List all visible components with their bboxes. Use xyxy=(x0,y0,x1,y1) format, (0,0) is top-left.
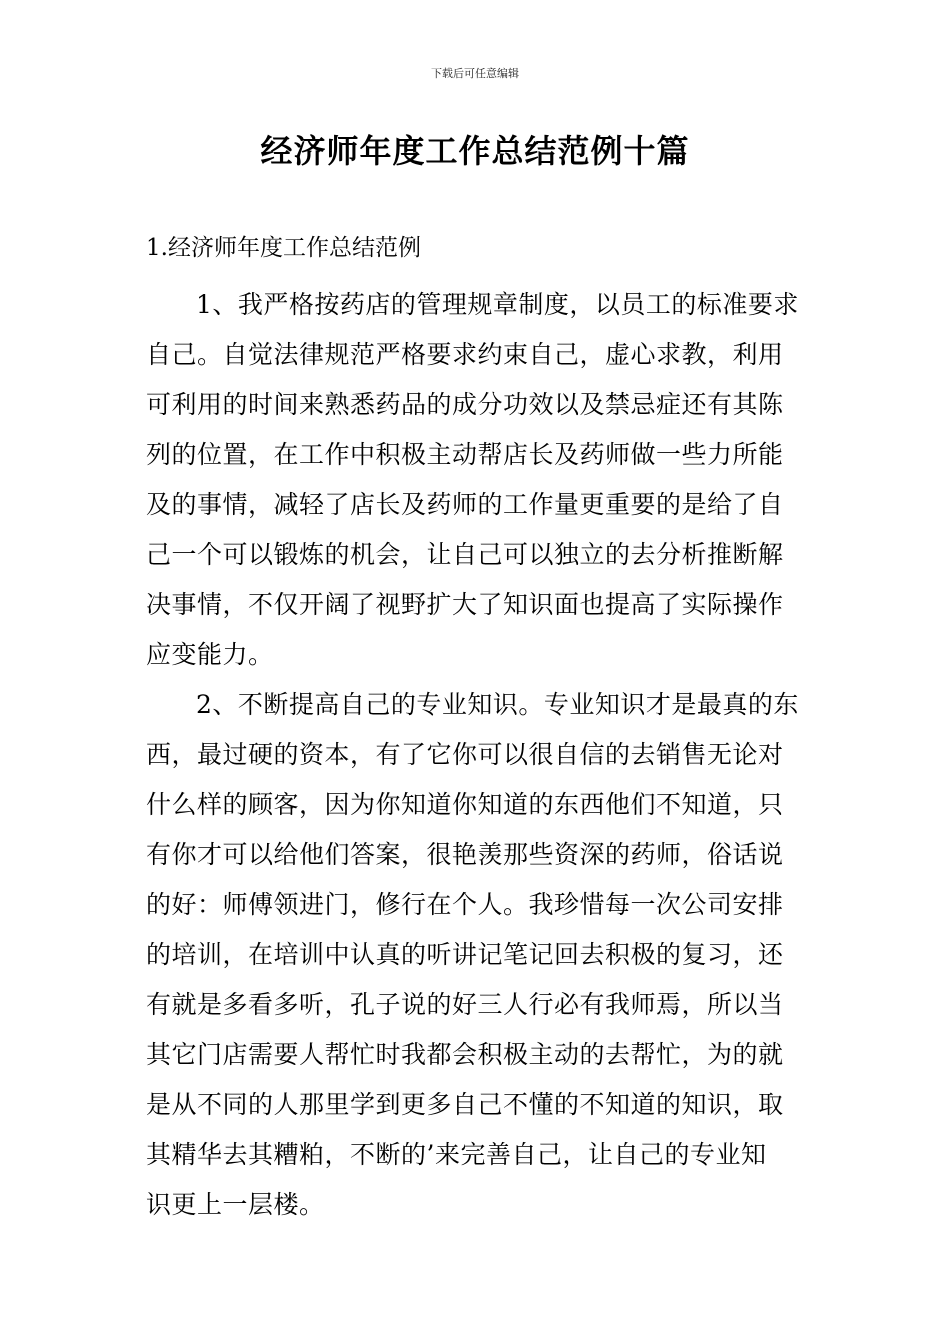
paragraph-1-line: 应变能力。 xyxy=(146,640,274,669)
paragraph-2-line: 2、不断提高自己的专业知识。专业知识才是最真的东 xyxy=(196,690,799,719)
paragraph-2-line: 是从不同的人那里学到更多自己不懂的不知道的知识，取 xyxy=(146,1090,784,1119)
paragraph-2-line: 其精华去其糟粕，不断的’来完善自己，让自己的专业知 xyxy=(146,1140,767,1169)
paragraph-2-line: 的培训，在培训中认真的听讲记笔记回去积极的复习，还 xyxy=(146,940,784,969)
paragraph-1-line: 己一个可以锻炼的机会，让自己可以独立的去分析推断解 xyxy=(146,540,784,569)
section-heading: 1.经济师年度工作总结范例 xyxy=(146,235,421,261)
document-title: 经济师年度工作总结范例十篇 xyxy=(260,132,690,170)
document-body xyxy=(146,280,816,1230)
paragraph-1-line: 及的事情，减轻了店长及药师的工作量更重要的是给了自 xyxy=(146,490,784,519)
paragraph-2-line: 的好：师傅领进门，修行在个人。我珍惜每一次公司安排 xyxy=(146,890,784,919)
paragraph-2-line: 西，最过硬的资本，有了它你可以很自信的去销售无论对 xyxy=(146,740,784,769)
paragraph-1-line: 可利用的时间来熟悉药品的成分功效以及禁忌症还有其陈 xyxy=(146,390,784,419)
paragraph-1-line: 自己。自觉法律规范严格要求约束自己，虚心求教，利用 xyxy=(146,340,784,369)
paragraph-2-line: 有就是多看多听，孔子说的好三人行必有我师焉，所以当 xyxy=(146,990,784,1019)
paragraph-1-line: 1、我严格按药店的管理规章制度，以员工的标准要求 xyxy=(196,290,799,319)
header-note: 下载后可任意编辑 xyxy=(431,67,519,80)
paragraph-1-line: 决事情，不仅开阔了视野扩大了知识面也提高了实际操作 xyxy=(146,590,784,619)
paragraph-2-line: 有你才可以给他们答案，很艳羡那些资深的药师，俗话说 xyxy=(146,840,784,869)
paragraph-2-line: 什么样的顾客，因为你知道你知道的东西他们不知道，只 xyxy=(146,790,784,819)
paragraph-1-line: 列的位置，在工作中积极主动帮店长及药师做一些力所能 xyxy=(146,440,784,469)
paragraph-2-line: 其它门店需要人帮忙时我都会积极主动的去帮忙，为的就 xyxy=(146,1040,784,1069)
paragraph-2-line: 识更上一层楼。 xyxy=(146,1190,325,1219)
